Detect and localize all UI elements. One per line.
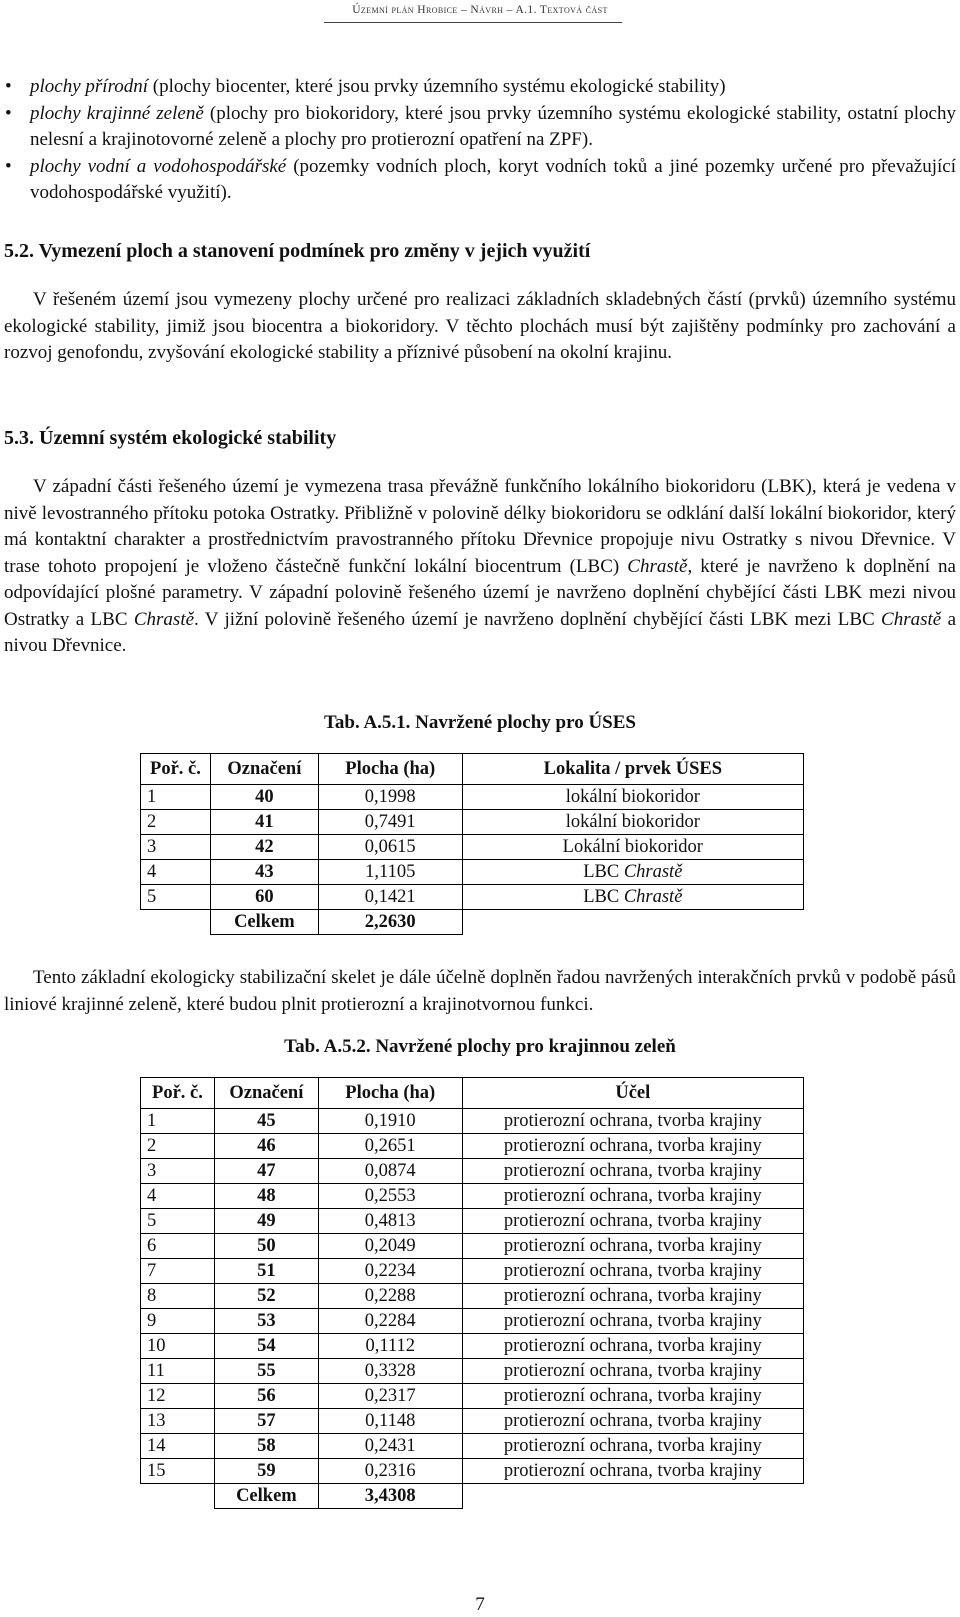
- purpose: protierozní ochrana, tvorba krajiny: [462, 1209, 803, 1234]
- area-code: 57: [214, 1409, 318, 1434]
- purpose: protierozní ochrana, tvorba krajiny: [462, 1384, 803, 1409]
- column-header: Plocha (ha): [318, 1078, 462, 1109]
- area-code: 58: [214, 1434, 318, 1459]
- area-size: 0,1421: [318, 885, 462, 910]
- row-number: 13: [141, 1409, 215, 1434]
- total-value: 2,2630: [318, 910, 462, 935]
- row-number: 4: [141, 860, 211, 885]
- locality-text: LBC: [583, 886, 624, 907]
- row-number: 15: [141, 1459, 215, 1484]
- table-row: [141, 1109, 804, 1134]
- table-uses: [140, 753, 804, 935]
- table-row: [141, 1384, 804, 1409]
- table-row: [141, 1284, 804, 1309]
- column-header: Poř. č.: [141, 1078, 215, 1109]
- row-number: 3: [141, 835, 211, 860]
- area-size: 0,2234: [318, 1259, 462, 1284]
- purpose: protierozní ochrana, tvorba krajiny: [462, 1334, 803, 1359]
- column-header: Plocha (ha): [318, 754, 462, 785]
- table-row: [141, 1434, 804, 1459]
- para-italic-text: Chrastě: [627, 555, 688, 577]
- area-code: 60: [210, 885, 318, 910]
- row-number: 2: [141, 1134, 215, 1159]
- table-row: [141, 1359, 804, 1384]
- area-code: 56: [214, 1384, 318, 1409]
- row-number: 14: [141, 1434, 215, 1459]
- locality: [462, 810, 803, 835]
- para-text: a nivou Dřevnice.: [4, 608, 956, 656]
- table-row: [141, 1159, 804, 1184]
- para-italic-text: Chrastě: [133, 608, 195, 630]
- area-size: 0,2317: [318, 1384, 462, 1409]
- row-number: 2: [141, 810, 211, 835]
- row-number: 1: [141, 1109, 215, 1134]
- purpose: protierozní ochrana, tvorba krajiny: [462, 1434, 803, 1459]
- total-value: 3,4308: [318, 1484, 462, 1509]
- bullet-item: [0, 74, 956, 100]
- table-row: [141, 1209, 804, 1234]
- area-size: 0,2049: [318, 1234, 462, 1259]
- purpose: protierozní ochrana, tvorba krajiny: [462, 1409, 803, 1434]
- table-total-row: [141, 910, 804, 935]
- area-code: 40: [210, 785, 318, 810]
- bullet-text: (plochy pro biokoridory, které jsou prvky územního systému ekologické stability, ostatní plochy nelesní a krajinotovorné zeleně a plochy pro protierozní opatření na ZPF).: [30, 103, 956, 150]
- table-header-row: [141, 754, 804, 785]
- area-size: 0,7491: [318, 810, 462, 835]
- bullet-dot-icon: •: [5, 156, 12, 177]
- purpose: protierozní ochrana, tvorba krajiny: [462, 1459, 803, 1484]
- purpose: protierozní ochrana, tvorba krajiny: [462, 1309, 803, 1334]
- row-number: 8: [141, 1284, 215, 1309]
- area-code: 55: [214, 1359, 318, 1384]
- area-code: 53: [214, 1309, 318, 1334]
- purpose: protierozní ochrana, tvorba krajiny: [462, 1259, 803, 1284]
- area-size: 0,1910: [318, 1109, 462, 1134]
- table-row: [141, 835, 804, 860]
- area-code: 46: [214, 1134, 318, 1159]
- purpose: protierozní ochrana, tvorba krajiny: [462, 1159, 803, 1184]
- row-number: 5: [141, 1209, 215, 1234]
- table-row: [141, 785, 804, 810]
- land-use-bullet-list: [0, 74, 960, 207]
- locality: [462, 860, 803, 885]
- area-size: 0,0615: [318, 835, 462, 860]
- table-total-row: [141, 1484, 804, 1509]
- table-1-caption: Tab. A.5.1. Navržené plochy pro ÚSES: [324, 712, 636, 733]
- area-code: 43: [210, 860, 318, 885]
- section-5-3-paragraph: [4, 474, 956, 660]
- section-heading-5-2: 5.2. Vymezení ploch a stanovení podmínek pro změny v jejich využití: [4, 240, 591, 262]
- area-size: 0,2288: [318, 1284, 462, 1309]
- table-row: [141, 810, 804, 835]
- table-row: [141, 1459, 804, 1484]
- table-row: [141, 1134, 804, 1159]
- area-size: 0,0874: [318, 1159, 462, 1184]
- area-size: 0,2651: [318, 1134, 462, 1159]
- table-row: [141, 1409, 804, 1434]
- area-code: 50: [214, 1234, 318, 1259]
- column-header: Označení: [210, 754, 318, 785]
- table-row: [141, 1259, 804, 1284]
- locality-italic: Chrastě: [623, 861, 683, 882]
- area-size: 0,2284: [318, 1309, 462, 1334]
- column-header: Účel: [462, 1078, 803, 1109]
- locality-text: LBC: [583, 861, 624, 882]
- row-number: 1: [141, 785, 211, 810]
- locality-text: Lokální biokoridor: [562, 836, 703, 857]
- area-size: 1,1105: [318, 860, 462, 885]
- para-text: V západní části řešeného území je vymezena trasa převážně funkčního lokálního biokoridoru (LBK), která je vedena v nivě levostranného přítoku potoka Ostratky. Přibližně v polovině délky biokoridoru se odklání další lokální biokoridor, který má kontaktní charakter a prostřednictvím pravostranného přítoku Dřevnice propojuje nivu Ostratky s nivou Dřevnice. V trase tohoto propojení je vloženo částečně funkční lokální biocentrum (LBC): [4, 476, 956, 577]
- purpose: protierozní ochrana, tvorba krajiny: [462, 1109, 803, 1134]
- bullet-text: (plochy biocenter, které jsou prvky územního systému ekologické stability): [148, 76, 726, 97]
- area-code: 48: [214, 1184, 318, 1209]
- table-landscape-greenery: [140, 1077, 804, 1509]
- row-number: 9: [141, 1309, 215, 1334]
- bullet-term: plochy krajinné zeleně: [30, 103, 204, 124]
- table-header-row: [141, 1078, 804, 1109]
- row-number: 10: [141, 1334, 215, 1359]
- row-number: 4: [141, 1184, 215, 1209]
- total-label: Celkem: [210, 910, 318, 935]
- area-size: 0,2316: [318, 1459, 462, 1484]
- locality-italic: Chrastě: [623, 886, 683, 907]
- area-code: 45: [214, 1109, 318, 1134]
- para-text: , které je navrženo k doplnění na odpovídající plošné parametry. V západní polovině řešeného území je navrženo doplnění chybějící části LBK mezi nivou Ostratky a LBC: [4, 555, 956, 630]
- purpose: protierozní ochrana, tvorba krajiny: [462, 1184, 803, 1209]
- locality-text: lokální biokoridor: [565, 811, 700, 832]
- total-label: Celkem: [214, 1484, 318, 1509]
- area-size: 0,2431: [318, 1434, 462, 1459]
- area-size: 0,1998: [318, 785, 462, 810]
- row-number: 12: [141, 1384, 215, 1409]
- locality: [462, 885, 803, 910]
- purpose: protierozní ochrana, tvorba krajiny: [462, 1284, 803, 1309]
- table-row: [141, 1309, 804, 1334]
- area-size: 0,4813: [318, 1209, 462, 1234]
- bullet-item: [0, 101, 956, 153]
- area-code: 49: [214, 1209, 318, 1234]
- para-text: . V jižní polovině řešeného území je navrženo doplnění chybějící části LBK mezi LBC: [194, 608, 882, 630]
- area-size: 0,2553: [318, 1184, 462, 1209]
- area-code: 52: [214, 1284, 318, 1309]
- area-size: 0,1148: [318, 1409, 462, 1434]
- locality: [462, 785, 803, 810]
- column-header: Lokalita / prvek ÚSES: [462, 754, 803, 785]
- locality-text: lokální biokoridor: [565, 786, 700, 807]
- header-rule: [324, 22, 622, 23]
- table-row: [141, 885, 804, 910]
- column-header: Poř. č.: [141, 754, 211, 785]
- row-number: 7: [141, 1259, 215, 1284]
- page-number: 7: [475, 1594, 485, 1615]
- area-size: 0,1112: [318, 1334, 462, 1359]
- area-code: 47: [214, 1159, 318, 1184]
- table-2-caption: Tab. A.5.2. Navržené plochy pro krajinnou zeleň: [284, 1036, 676, 1057]
- para-italic-text: Chrastě: [881, 608, 942, 630]
- area-size: 0,3328: [318, 1359, 462, 1384]
- row-number: 6: [141, 1234, 215, 1259]
- bullet-term: plochy vodní a vodohospodářské: [30, 156, 287, 177]
- row-number: 5: [141, 885, 211, 910]
- area-code: 51: [214, 1259, 318, 1284]
- bullet-term: plochy přírodní: [30, 76, 149, 97]
- interaction-elements-paragraph: Tento základní ekologicky stabilizační skelet je dále účelně doplněn řadou navržených interakčních prvků v podobě pásů liniové krajinné zeleně, které budou plnit protierozní a krajinotvornou funkci.: [4, 967, 956, 1015]
- section-heading-5-3: 5.3. Územní systém ekologické stability: [4, 427, 337, 449]
- running-header: Územní plán Hrobice – Návrh – A.1. Textová část: [352, 4, 608, 16]
- purpose: protierozní ochrana, tvorba krajiny: [462, 1359, 803, 1384]
- row-number: 3: [141, 1159, 215, 1184]
- table-row: [141, 1184, 804, 1209]
- locality: [462, 835, 803, 860]
- area-code: 54: [214, 1334, 318, 1359]
- table-row: [141, 860, 804, 885]
- area-code: 41: [210, 810, 318, 835]
- area-code: 59: [214, 1459, 318, 1484]
- purpose: protierozní ochrana, tvorba krajiny: [462, 1134, 803, 1159]
- row-number: 11: [141, 1359, 215, 1384]
- bullet-dot-icon: •: [5, 103, 12, 124]
- bullet-text: (pozemky vodních ploch, koryt vodních toků a jiné pozemky určené pro převažující vodohospodářské využití).: [30, 156, 956, 203]
- section-5-2-paragraph: V řešeném území jsou vymezeny plochy určené pro realizaci základních skladebných částí (prvků) územního systému ekologické stability, jimiž jsou biocentra a biokoridory. V těchto plochách musí být zajištěny podmínky pro zachování a rozvoj genofondu, zvyšování ekologické stability a příznivé působení na okolní krajinu.: [4, 289, 956, 363]
- purpose: protierozní ochrana, tvorba krajiny: [462, 1234, 803, 1259]
- bullet-dot-icon: •: [5, 76, 12, 97]
- table-row: [141, 1234, 804, 1259]
- table-row: [141, 1334, 804, 1359]
- area-code: 42: [210, 835, 318, 860]
- column-header: Označení: [214, 1078, 318, 1109]
- bullet-item: [0, 154, 956, 206]
